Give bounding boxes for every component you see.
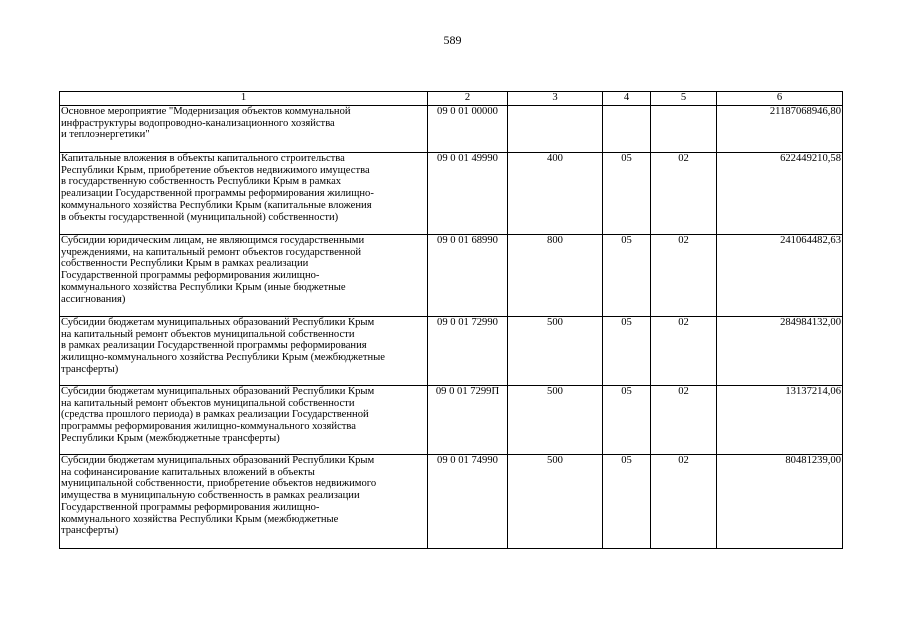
column-header: 6	[717, 92, 843, 106]
expense-type-cell: 500	[508, 317, 603, 386]
page-number: 589	[443, 33, 462, 47]
table-row	[60, 106, 843, 153]
column-header: 2	[428, 92, 508, 106]
subsection-cell: 02	[651, 235, 717, 317]
subsection-cell: 02	[651, 153, 717, 235]
subsection-cell: 02	[651, 455, 717, 549]
item-name-cell: Субсидии бюджетам муниципальных образований Республики Крым на капитальный ремонт объектов муниципальной собственности в рамках реализации Государственной программы реформирования жилищно-коммунального хозяйства Республики Крым (межбюджетные трансферты)	[60, 317, 428, 386]
target-code-cell: 09 0 01 74990	[428, 455, 508, 549]
item-name-cell: Субсидии бюджетам муниципальных образований Республики Крым на капитальный ремонт объектов муниципальной собственности (средства прошлого периода) в рамках реализации Государственной программы реформирования жилищно-коммунального хозяйства Республики Крым (межбюджетные трансферты)	[60, 386, 428, 455]
item-name-cell: Субсидии бюджетам муниципальных образований Республики Крым на софинансирование капитальных вложений в объекты муниципальной собственности, приобретение объектов недвижимого имущества в муниципальную собственность в рамках реализации Государственной программы реформирования жилищно- коммунального хозяйства Республики Крым (межбюджетные трансферты)	[60, 455, 428, 549]
item-name-cell: Капитальные вложения в объекты капитального строительства Республики Крым, приобретение объектов недвижимого имущества в государственную собственность Республики Крым в рамках реализации Государственной программы реформирования жилищно- коммунального хозяйства Республики Крым (капитальные вложения в объекты государственной (муниципальной) собственности)	[60, 153, 428, 235]
amount-cell: 13137214,06	[717, 386, 843, 455]
subsection-cell: 02	[651, 317, 717, 386]
target-code-cell: 09 0 01 7299П	[428, 386, 508, 455]
target-code-cell: 09 0 01 00000	[428, 106, 508, 153]
expense-type-cell: 800	[508, 235, 603, 317]
table-row	[60, 153, 843, 235]
section-cell: 05	[603, 235, 651, 317]
section-cell: 05	[603, 317, 651, 386]
expense-type-cell: 500	[508, 386, 603, 455]
amount-cell: 21187068946,80	[717, 106, 843, 153]
subsection-cell: 02	[651, 386, 717, 455]
column-header: 4	[603, 92, 651, 106]
section-cell	[603, 106, 651, 153]
expense-type-cell	[508, 106, 603, 153]
amount-cell: 622449210,58	[717, 153, 843, 235]
table-row	[60, 235, 843, 317]
column-header: 1	[60, 92, 428, 106]
table-row	[60, 386, 843, 455]
budget-table	[59, 91, 843, 549]
column-header: 3	[508, 92, 603, 106]
target-code-cell: 09 0 01 49990	[428, 153, 508, 235]
amount-cell: 284984132,00	[717, 317, 843, 386]
section-cell: 05	[603, 386, 651, 455]
column-header: 5	[651, 92, 717, 106]
section-cell: 05	[603, 153, 651, 235]
table-row	[60, 455, 843, 549]
amount-cell: 80481239,00	[717, 455, 843, 549]
item-name-cell: Основное мероприятие "Модернизация объектов коммунальной инфраструктуры водопроводно-канализационного хозяйства и теплоэнергетики"	[60, 106, 428, 153]
item-name-cell: Субсидии юридическим лицам, не являющимся государственными учреждениями, на капитальный ремонт объектов государственной собственности Республики Крым в рамках реализации Государственной программы реформирования жилищно- коммунального хозяйства Республики Крым (иные бюджетные ассигнования)	[60, 235, 428, 317]
section-cell: 05	[603, 455, 651, 549]
expense-type-cell: 500	[508, 455, 603, 549]
amount-cell: 241064482,63	[717, 235, 843, 317]
table-header-row	[60, 92, 843, 106]
target-code-cell: 09 0 01 68990	[428, 235, 508, 317]
target-code-cell: 09 0 01 72990	[428, 317, 508, 386]
table-row	[60, 317, 843, 386]
subsection-cell	[651, 106, 717, 153]
expense-type-cell: 400	[508, 153, 603, 235]
